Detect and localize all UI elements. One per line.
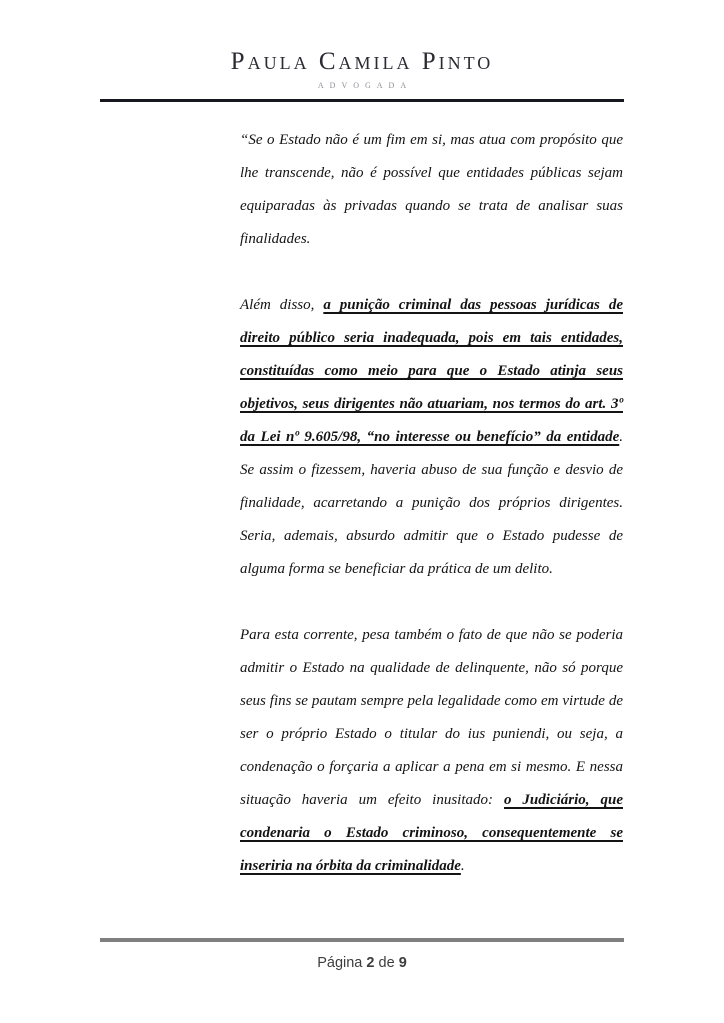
page-number-label: Página — [317, 955, 363, 971]
body-text-segment: Além disso, — [240, 297, 324, 313]
body-text-segment: Para esta corrente, pesa também o fato de que não se poderia admitir o Estado na qualidade de delinquente, não só porque seus fins se pautam sempre pela legalidade como em virtude de ser o próprio Estado o titular do ius puniendi, ou seja, a condenação o forçaria a aplicar a pena em si mesmo. E nessa situação haveria um efeito inusitado: — [240, 627, 623, 808]
emphasized-underlined-text: o Judiciário, que condenaria o Estado criminoso, consequentemente se inseriria na órbita da criminalidade — [240, 792, 623, 874]
letterhead — [0, 0, 724, 102]
body-text-segment: “Se o Estado não é um fim em si, mas atua com propósito que lhe transcende, não é possível que entidades públicas sejam equiparadas às privadas quando se trata de analisar suas finalidades. — [240, 132, 623, 247]
paragraph — [240, 124, 623, 256]
body-text-segment: . Se assim o fizessem, haveria abuso de sua função e desvio de finalidade, acarretando a punição dos próprios dirigentes. Seria, ademais, absurdo admitir que o Estado pudesse de alguma forma se beneficiar da prática de um delito. — [240, 429, 623, 577]
emphasized-underlined-text: a punição criminal das pessoas jurídicas de direito público seria inadequada, pois em tais entidades, constituídas como meio para que o Estado atinja seus objetivos, seus dirigentes não atuariam, nos termos do art. 3º da Lei nº 9.605/98, “no interesse ou benefício” da entidade — [240, 297, 623, 445]
paragraph — [240, 619, 623, 883]
paragraph — [240, 289, 623, 586]
document-body — [240, 124, 623, 883]
page-footer — [100, 938, 624, 971]
body-text-segment: . — [460, 858, 465, 874]
letterhead-name: Paula Camila Pinto — [230, 48, 494, 75]
footer-rule — [100, 938, 624, 942]
page-number-current: 2 — [366, 955, 375, 971]
page-number — [100, 955, 624, 971]
header-rule — [100, 99, 624, 102]
letterhead-subtitle: ADVOGADA — [317, 80, 413, 90]
page-number-separator: de — [378, 955, 395, 971]
page-number-total: 9 — [398, 955, 407, 971]
